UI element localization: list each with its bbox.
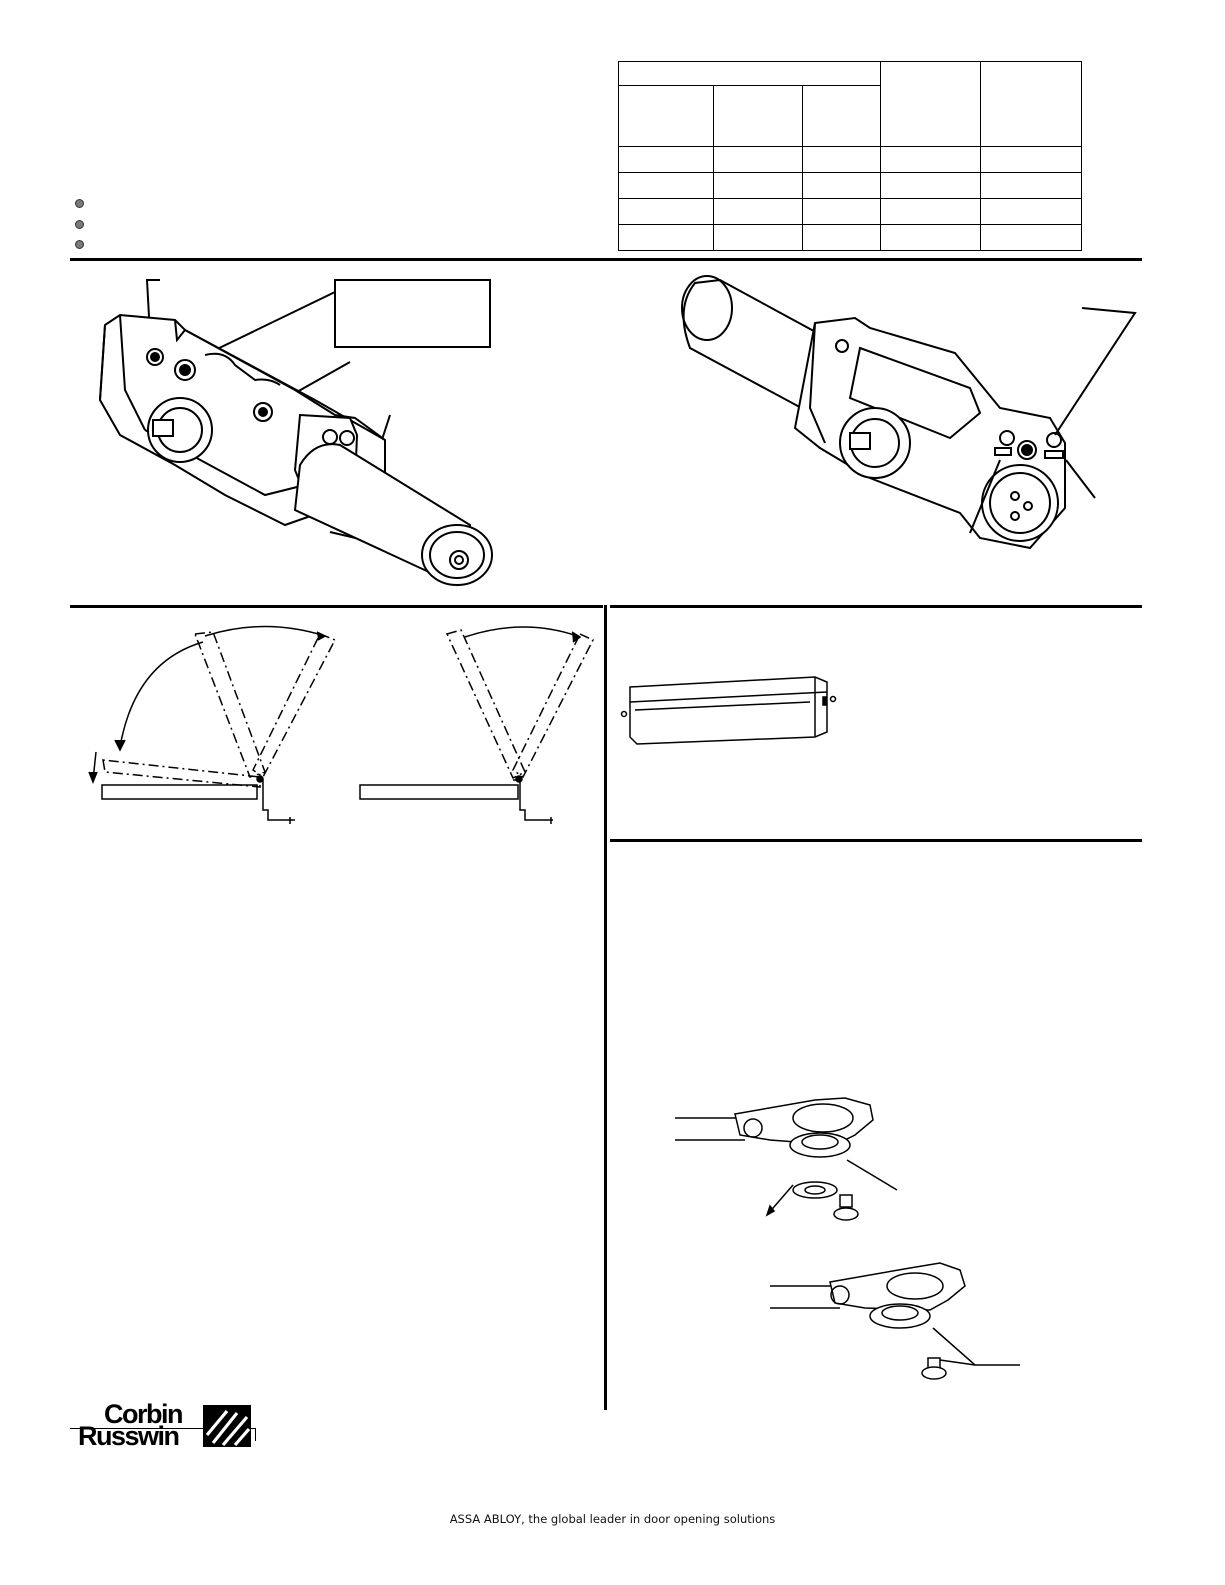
arm-pinion-detail-lower [770,1258,1020,1388]
door-swing-diagram-right [355,622,600,832]
spec-cell [803,173,881,199]
spec-cell [714,147,803,173]
spec-subheader-2 [714,86,803,147]
spec-cell [619,225,714,251]
spec-cell [619,199,714,225]
spec-cell [619,173,714,199]
spec-cell [981,199,1082,225]
spec-subheader-1 [619,86,714,147]
spec-table [618,61,1082,251]
spec-cell [714,225,803,251]
section-rule-right-lower [610,839,1142,842]
spec-cell [803,225,881,251]
logo-word-corbin: Corbin [104,1399,182,1429]
logo-word-russwin: Russwin [78,1421,179,1451]
corbin-russwin-logo [78,1399,256,1451]
spec-cell [714,173,803,199]
arm-pinion-detail-upper [675,1090,915,1225]
spec-cell [881,147,981,173]
spec-cell [981,225,1082,251]
bullet-2 [75,220,84,229]
spec-cell [803,199,881,225]
spec-cell [881,225,981,251]
footer-tagline: ASSA ABLOY, the global leader in door opening solutions [449,1512,776,1526]
door-swing-diagram-left [85,622,315,832]
spec-header-col5 [981,62,1082,147]
spec-cell [881,173,981,199]
spec-header-col4 [881,62,981,147]
closer-cover-drawing [615,672,845,752]
spec-cell [803,147,881,173]
section-rule-top [70,258,1142,261]
spec-cell [619,147,714,173]
spec-header-group [619,62,881,86]
spec-subheader-3 [803,86,881,147]
section-rule-mid-right [610,605,1142,608]
column-divider [604,605,607,1410]
spec-cell [714,199,803,225]
closer-body-rear-view [670,268,1145,558]
spec-cell [881,199,981,225]
bullet-1 [75,199,84,208]
logo-mark-icon [203,1405,251,1447]
bullet-3 [75,240,84,249]
spec-cell [981,173,1082,199]
section-rule-mid-left [70,605,603,608]
closer-body-front-view [85,270,515,600]
spec-cell [981,147,1082,173]
